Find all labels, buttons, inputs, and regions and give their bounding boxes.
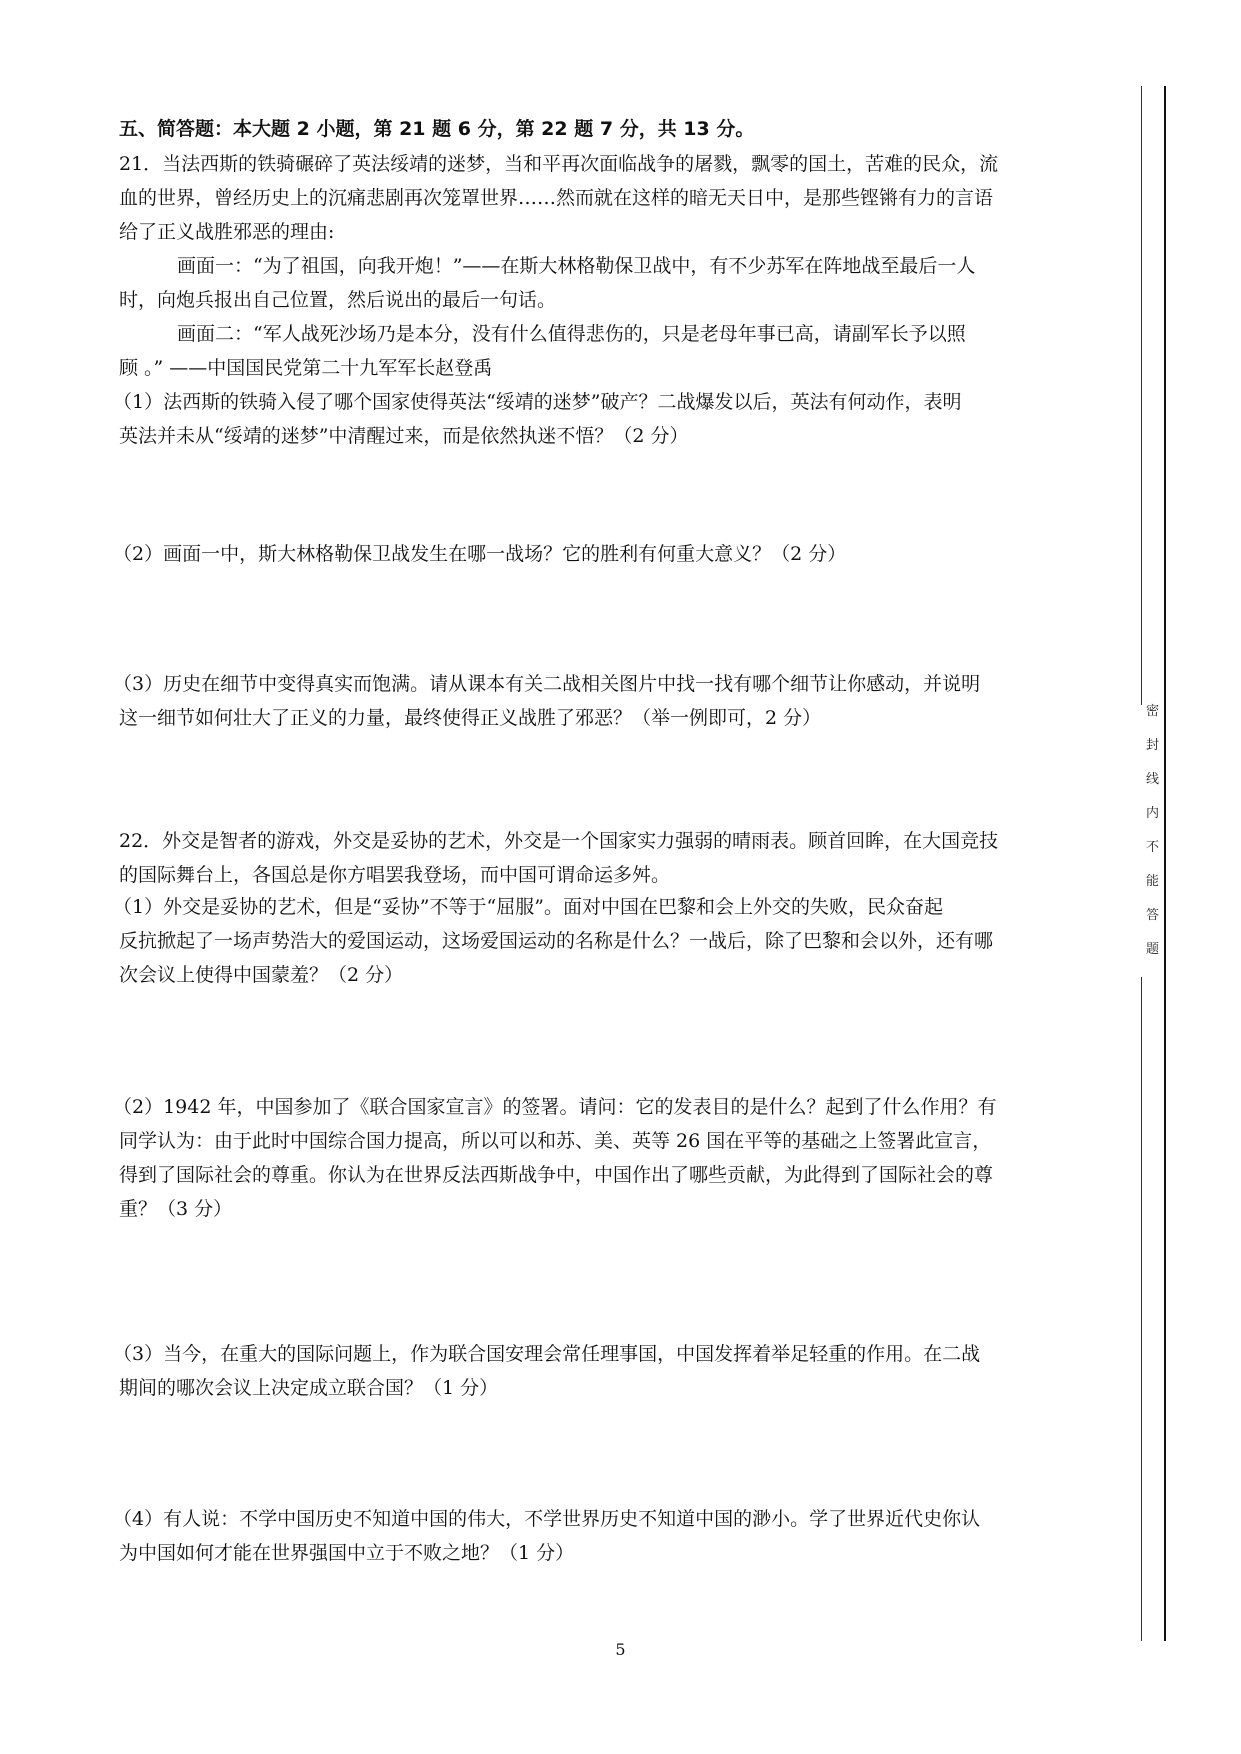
q22-sub4-line: （4）有人说：不学中国历史不知道中国的伟大，不学世界历史不知道中国的渺小。学了世界近代史你认 — [113, 1508, 981, 1530]
seal-char: 答 — [1145, 908, 1159, 923]
q21-intro-line: 血的世界，曾经历史上的沉痛悲剧再次笼罩世界……然而就在这样的暗无天日中，是那些铿锵有力的言语 — [119, 187, 994, 209]
q21-intro-line: 给了正义战胜邪恶的理由: — [119, 221, 335, 243]
page-number: 5 — [615, 1640, 626, 1659]
seal-char: 题 — [1145, 942, 1159, 957]
q21-scene2-line: 画面二：“军人战死沙场乃是本分，没有什么值得悲伤的，只是老母年事已高，请副军长予以照 — [177, 323, 966, 345]
q21-sub3-line: 这一细节如何壮大了正义的力量，最终使得正义战胜了邪恶？（举一例即可，2 分） — [119, 707, 822, 729]
q22-sub1-line: 次会议上使得中国蒙羞？（2 分） — [119, 964, 404, 986]
section-heading: 五、简答题：本大题 2 小题，第 21 题 6 分，第 22 题 7 分，共 13 分。 — [119, 118, 755, 140]
q21-sub2-line: （2）画面一中，斯大林格勒保卫战发生在哪一战场？它的胜利有何重大意义？（2 分） — [113, 543, 847, 565]
seal-char: 线 — [1145, 772, 1159, 787]
seal-notice — [1141, 705, 1164, 977]
q21-sub1-line: 英法并未从“绥靖的迷梦”中清醒过来，而是依然执迷不悟？（2 分） — [119, 425, 689, 447]
q21-sub1-line: （1）法西斯的铁骑入侵了哪个国家使得英法“绥靖的迷梦”破产？二战爆发以后，英法有何动作，表明 — [113, 391, 962, 413]
q22-sub2-line: 得到了国际社会的尊重。你认为在世界反法西斯战争中，中国作出了哪些贡献，为此得到了国际社会的尊 — [119, 1164, 994, 1186]
q22-sub1-line: 反抗掀起了一场声势浩大的爱国运动，这场爱国运动的名称是什么？一战后，除了巴黎和会以外，还有哪 — [119, 930, 994, 952]
q21-scene2-line: 顾 。” ——中国国民党第二十九军军长赵登禹 — [119, 357, 493, 379]
q22-intro-line: 22．外交是智者的游戏，外交是妥协的艺术，外交是一个国家实力强弱的晴雨表。顾首回眸，在大国竞技 — [119, 830, 999, 852]
q21-sub3-line: （3）历史在细节中变得真实而饱满。请从课本有关二战相关图片中找一找有哪个细节让你感动，并说明 — [113, 673, 981, 695]
q22-sub3-line: （3）当今，在重大的国际问题上，作为联合国安理会常任理事国，中国发挥着举足轻重的作用。在二战 — [113, 1343, 981, 1365]
q22-sub3-line: 期间的哪次会议上决定成立联合国？（1 分） — [119, 1377, 499, 1399]
q22-sub2-line: 同学认为：由于此时中国综合国力提高，所以可以和苏、美、英等 26 国在平等的基础之上签署此宣言， — [119, 1130, 992, 1152]
q22-intro-line: 的国际舞台上，各国总是你方唱罢我登场，而中国可谓命运多舛。 — [119, 864, 671, 886]
seal-line-outer — [1164, 86, 1166, 1641]
seal-char: 不 — [1145, 840, 1159, 855]
q21-scene1-line: 画面一：“为了祖国，向我开炮！”——在斯大林格勒保卫战中，有不少苏军在阵地战至最后一人 — [177, 255, 976, 277]
seal-char: 内 — [1145, 806, 1159, 821]
seal-char: 密 — [1145, 704, 1159, 719]
q22-sub2-line: 重？（3 分） — [119, 1198, 233, 1220]
q21-intro-line: 21．当法西斯的铁骑碾碎了英法绥靖的迷梦，当和平再次面临战争的屠戮，飘零的国土，苦难的民众，流 — [119, 153, 999, 175]
q22-sub2-line: （2）1942 年，中国参加了《联合国家宣言》的签署。请问：它的发表目的是什么？起到了什么作用？有 — [113, 1096, 997, 1118]
seal-char: 能 — [1145, 874, 1159, 889]
q21-scene1-line: 时，向炮兵报出自己位置，然后说出的最后一句话。 — [119, 289, 557, 311]
q22-sub1-line: （1）外交是妥协的艺术，但是“妥协”不等于“屈服”。面对中国在巴黎和会上外交的失败，民众奋起 — [113, 896, 943, 918]
seal-char: 封 — [1145, 738, 1159, 753]
q22-sub4-line: 为中国如何才能在世界强国中立于不败之地？（1 分） — [119, 1542, 575, 1564]
